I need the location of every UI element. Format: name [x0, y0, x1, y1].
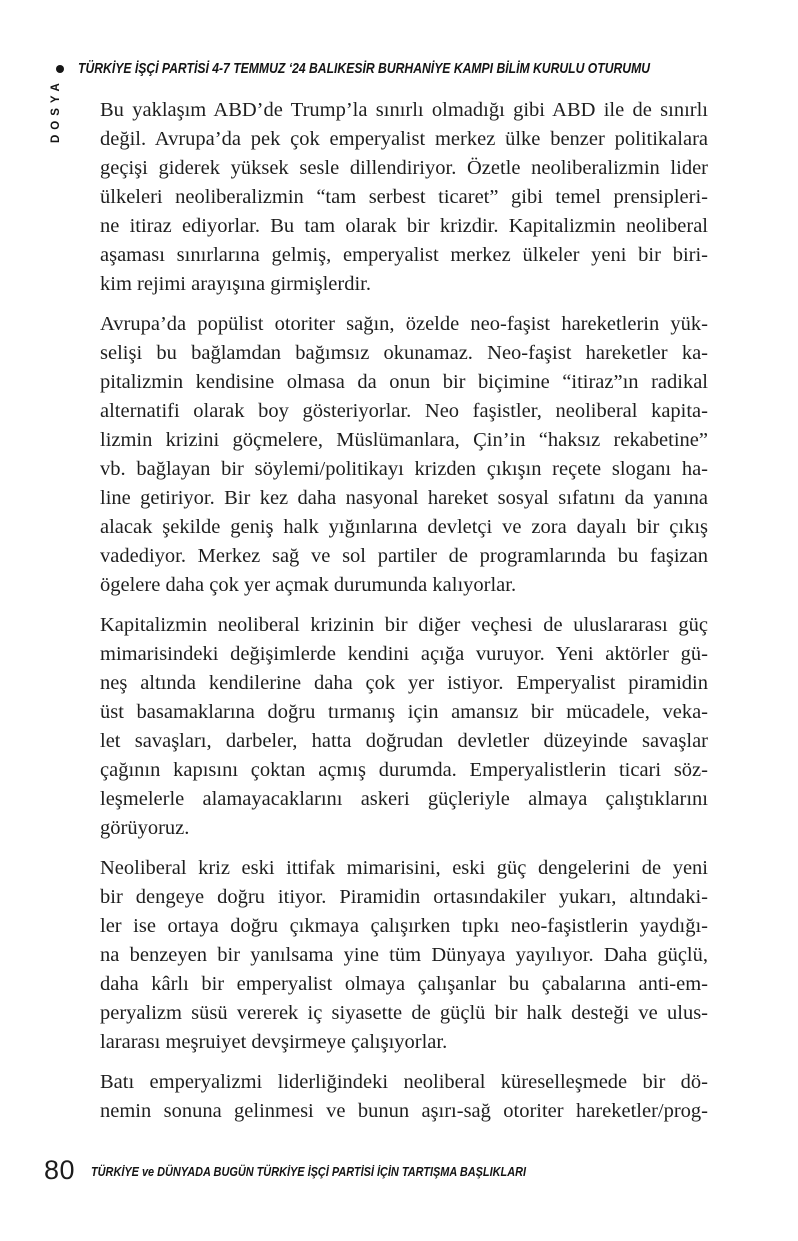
paragraph	[100, 310, 708, 600]
text-line: ne itiraz ediyorlar. Bu tam olarak bir krizdir. Kapitalizmin neoliberal	[100, 215, 708, 237]
text-line: görüyoruz.	[100, 817, 190, 839]
text-line: selişi bu bağlamdan bağımsız okunamaz. Neo-faşist hareketler ka-	[100, 342, 708, 364]
dosya-side-label: DOSYA	[50, 78, 62, 143]
text-line: çağının kapısını çoktan açmış durumda. Emperyalistlerin ticari söz-	[100, 759, 708, 781]
text-line: nemin sonuna gelinmesi ve bunun aşırı-sağ otoriter hareketler/prog-	[100, 1100, 708, 1122]
text-line: peryalizm süsü vererek iç siyasette de güçlü bir halk desteği ve ulus-	[100, 1002, 708, 1024]
article-body	[100, 96, 708, 1137]
text-line: pitalizmin kendisine olmasa da onun bir biçimine “itiraz”ın radikal	[100, 371, 708, 393]
text-line: Batı emperyalizmi liderliğindeki neoliberal küreselleşmede bir dö-	[100, 1071, 708, 1093]
text-line: leşmelerle alamayacaklarını askeri güçleriyle almaya çalıştıklarını	[100, 788, 708, 810]
text-line: ögelere daha çok yer açmak durumunda kalıyorlar.	[100, 574, 517, 596]
page-header	[56, 61, 759, 77]
text-line: Bu yaklaşım ABD’de Trump’la sınırlı olmadığı gibi ABD ile de sınırlı	[100, 99, 708, 121]
text-line: ler ise ortaya doğru çıkmaya çalışırken tıpkı neo-faşistlerin yaydığı-	[100, 915, 708, 937]
text-line: line getiriyor. Bir kez daha nasyonal hareket sosyal sıfatını da yanına	[100, 487, 708, 509]
text-line: ülkeleri neoliberalizmin “tam serbest ticaret” gibi temel prensipleri-	[100, 186, 708, 208]
paragraph	[100, 611, 708, 843]
running-head-title: TÜRKİYE İŞÇİ PARTİSİ 4-7 TEMMUZ ‘24 BALIKESİR BURHANİYE KAMPI BİLİM KURULU OTURUMU	[78, 61, 651, 77]
text-line: üst basamaklarına doğru tırmanış için amansız bir mücadele, veka-	[100, 701, 708, 723]
text-line: alternatifi olarak boy gösteriyorlar. Neo faşistler, neoliberal kapita-	[100, 400, 708, 422]
footer-title: TÜRKİYE ve DÜNYADA BUGÜN TÜRKİYE İŞÇİ PARTİSİ İÇİN TARTIŞMA BAŞLIKLARI	[91, 1164, 527, 1179]
text-line: geçişi giderek yüksek sesle dillendiriyor. Özetle neoliberalizmin lider	[100, 157, 708, 179]
text-line: daha kârlı bir emperyalist olmaya çalışanlar bu çabalarına anti-em-	[100, 973, 708, 995]
text-line: lararası meşruiyet devşirmeye çalışıyorlar.	[100, 1031, 448, 1053]
bullet-icon	[56, 65, 64, 73]
text-line: Kapitalizmin neoliberal krizinin bir diğer veçhesi de uluslararası güç	[100, 614, 708, 636]
text-line: neş altında kendilerine daha çok yer istiyor. Emperyalist piramidin	[100, 672, 708, 694]
paragraph	[100, 96, 708, 299]
text-line: mimarisindeki değişimlerde kendini açığa vuruyor. Yeni aktörler gü-	[100, 643, 708, 665]
text-line: vadediyor. Merkez sağ ve sol partiler de programlarında bu faşizan	[100, 545, 708, 567]
text-line: değil. Avrupa’da pek çok emperyalist merkez ülke benzer politikalara	[100, 128, 708, 150]
text-line: na benzeyen bir yanılsama yine tüm Dünyaya yayılıyor. Daha güçlü,	[100, 944, 708, 966]
paragraph	[100, 854, 708, 1057]
text-line: alacak şekilde geniş halk yığınlarına devletçi ve zora dayalı bir çıkış	[100, 516, 708, 538]
page-footer	[44, 1155, 609, 1186]
text-line: aşaması sınırlarına gelmiş, emperyalist merkez ülkeler yeni bir biri-	[100, 244, 708, 266]
text-line: Avrupa’da popülist otoriter sağın, özelde neo-faşist hareketlerin yük-	[100, 313, 708, 335]
paragraph	[100, 1068, 708, 1126]
text-line: Neoliberal kriz eski ittifak mimarisini, eski güç dengelerini de yeni	[100, 857, 708, 879]
text-line: lizmin krizini göçmelere, Müslümanlara, Çin’in “haksız rekabetine”	[100, 429, 708, 451]
text-line: vb. bağlayan bir söylemi/politikayı krizden çıkışın reçete sloganı ha-	[100, 458, 708, 480]
text-line: let savaşları, darbeler, hatta doğrudan devletler düzeyinde savaşlar	[100, 730, 708, 752]
text-line: kim rejimi arayışına girmişlerdir.	[100, 273, 371, 295]
text-line: bir dengeye doğru itiyor. Piramidin ortasındakiler yukarı, altındaki-	[100, 886, 708, 908]
page-number: 80	[44, 1155, 76, 1185]
